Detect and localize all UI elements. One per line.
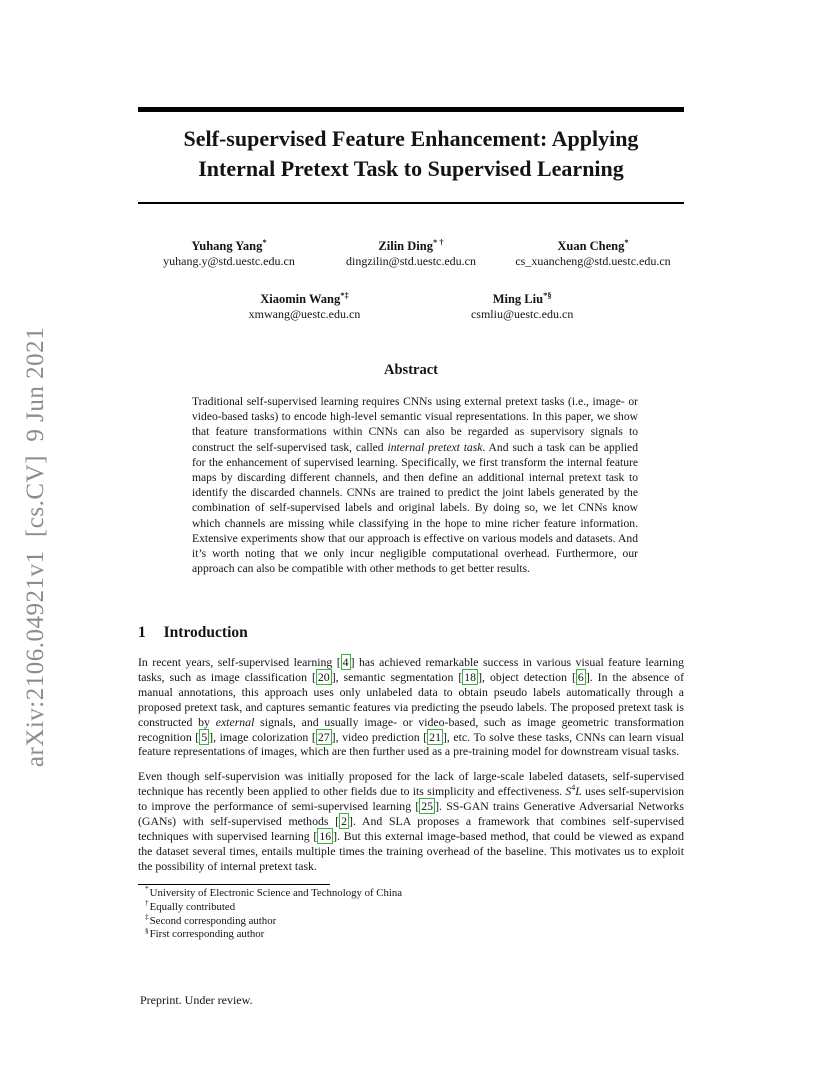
citation-ref[interactable]: 18 xyxy=(464,669,477,684)
footnote-rule xyxy=(138,884,330,885)
author-marks: * xyxy=(624,236,629,247)
footnote-affiliation xyxy=(138,884,684,901)
italic-text: internal pretext task xyxy=(387,440,483,454)
author-marks: *‡ xyxy=(340,289,349,300)
author-marks: * xyxy=(262,236,267,247)
author-email: xmwang@uestc.edu.cn xyxy=(248,307,361,321)
intro-paragraph-2: Even though self-supervision was initially proposed for the lack of large-scale labeled datasets, self-supervised technique has recently been applied to other fields due to its simplicity and effectiveness. $S^4L$ uses self-supervision to improve the performance of semi-supervised learning [ 25 ]. SS-GAN trains Generative Adversarial Networks (GANs) with self-supervised methods [ 2 ]. And SLA proposes a framework that combines self-supervised techniques with supervised learning [ 16 ]. But this external image-based method, that could be viewed as expand the dataset several times, entails multiple times the training overhead of the baseline. This motivates us to exploit the possibility of internal pretext task. xyxy=(138,769,685,873)
footnote-mark: § xyxy=(145,925,149,935)
author-name-text: Yuhang Yang xyxy=(191,239,263,253)
authors-row-2 xyxy=(138,291,684,322)
author-email: yuhang.y@std.uestc.edu.cn xyxy=(163,254,295,268)
footnote-mark: † xyxy=(145,898,149,907)
author-marks: *§ xyxy=(543,289,552,300)
author-block xyxy=(249,291,361,322)
citation-ref[interactable]: 21 xyxy=(429,729,441,744)
author-email: csmliu@uestc.edu.cn xyxy=(470,307,574,321)
citation-ref[interactable]: 20 xyxy=(317,669,330,684)
author-name-text: Xuan Cheng xyxy=(557,239,625,253)
citation-ref[interactable]: 27 xyxy=(317,729,330,744)
author-name-text: Xiaomin Wang xyxy=(260,292,341,306)
title-top-rule xyxy=(138,107,684,112)
author-name xyxy=(138,238,320,254)
intro-paragraph-1: In recent years, self-supervised learning [ 4 ] has achieved remarkable success in various visual feature learning tasks, such as image classification [ 20 ], semantic segmentation [ 18 ], object detection [ 6 ]. In the absence of manual annotations, this approach uses only unlabeled data to obtain pseudo labels automatically through a proposed pretext task, and captures semantic features via predicting the pseudo labels. The proposed pretext task is constructed by external signals, and usually image- or video-based, such as image geometric transformation recognition [ 5 ], image colorization [ 27 ], video prediction [ 21 ], etc. To solve these tasks, CNNs can learn visual feature representations of images, which are then further used as a pre-training model for downstream visual tasks. xyxy=(138,655,685,759)
paper-title xyxy=(138,124,684,184)
italic-text: external xyxy=(215,714,255,729)
footnote-equal-contribution xyxy=(138,898,684,915)
footnote-first-corresponding xyxy=(138,925,684,942)
arxiv-watermark: arXiv:2106.04921v1 [cs.CV] 9 Jun 2021 xyxy=(22,326,49,768)
author-email: dingzilin@std.uestc.edu.cn xyxy=(345,254,477,268)
section-heading-introduction xyxy=(138,624,684,642)
author-name-text: Zilin Ding xyxy=(378,239,433,253)
citation-ref[interactable]: 16 xyxy=(319,828,332,843)
author-name-text: Ming Liu xyxy=(492,292,544,306)
footnote-text: University of Electronic Science and Technology of China xyxy=(149,886,403,899)
citation-ref[interactable]: 5 xyxy=(201,729,208,744)
section-number: 1 xyxy=(138,624,146,641)
author-marks: * † xyxy=(432,236,444,247)
footnotes-block xyxy=(138,884,684,943)
author-name xyxy=(502,238,684,254)
footnote-mark: * xyxy=(145,884,149,894)
abstract-text: Traditional self-supervised learning requires CNNs using external pretext tasks (i.e., image- or video-based tasks) to encode high-level semantic visual representations. In this paper, we show that feature transformations within CNNs can also be regarded as supervisory signals to construct the self-supervised task, called internal pretext task. And such a task can be applied for the enhancement of supervised learning. Specifically, we first transform the internal feature maps by discarding different channels, and then define an additional internal pretext task to identify the discarded channels. CNNs are trained to predict the joint labels generated by the combination of self-supervised labels and original labels. By doing so, we let CNNs know which channels are missing while classifying in the hope to mine richer feature information. Extensive experiments show that our approach is effective on various models and datasets. And it’s worth noting that we only incur negligible computational overhead. Furthermore, our approach can also be compatible with other methods to get better results. xyxy=(192,395,638,576)
citation-ref[interactable]: 2 xyxy=(341,814,347,829)
footnote-second-corresponding xyxy=(138,911,684,929)
author-block xyxy=(502,238,684,269)
italic-text: L xyxy=(575,784,582,799)
footnote-text: Equally contributed xyxy=(149,900,236,913)
author-name xyxy=(249,291,361,307)
author-block xyxy=(471,291,573,322)
citation-ref[interactable]: 4 xyxy=(342,655,349,669)
abstract-heading: Abstract xyxy=(384,362,438,378)
preprint-note: Preprint. Under review. xyxy=(140,993,253,1007)
citation-ref[interactable]: 6 xyxy=(577,669,584,684)
author-name xyxy=(471,291,573,307)
author-email: cs_xuancheng@std.uestc.edu.cn xyxy=(515,254,671,268)
introduction-section xyxy=(138,624,684,942)
citation-ref[interactable]: 25 xyxy=(421,799,434,814)
author-block xyxy=(320,238,502,269)
title-bottom-rule xyxy=(138,202,684,204)
footnote-text: First corresponding author xyxy=(149,928,265,941)
footnote-text: Second corresponding author xyxy=(149,914,277,927)
italic-text: S xyxy=(565,784,572,799)
paper-title-line-2: Internal Pretext Task to Supervised Learning xyxy=(198,156,624,181)
authors-row-1 xyxy=(138,238,684,269)
footnote-mark: ‡ xyxy=(145,911,149,921)
section-title: Introduction xyxy=(163,624,248,641)
author-block xyxy=(138,238,320,269)
paper-title-line-1: Self-supervised Feature Enhancement: Applying xyxy=(183,126,639,151)
author-name xyxy=(320,238,502,254)
superscript-text: 4 xyxy=(571,783,576,793)
